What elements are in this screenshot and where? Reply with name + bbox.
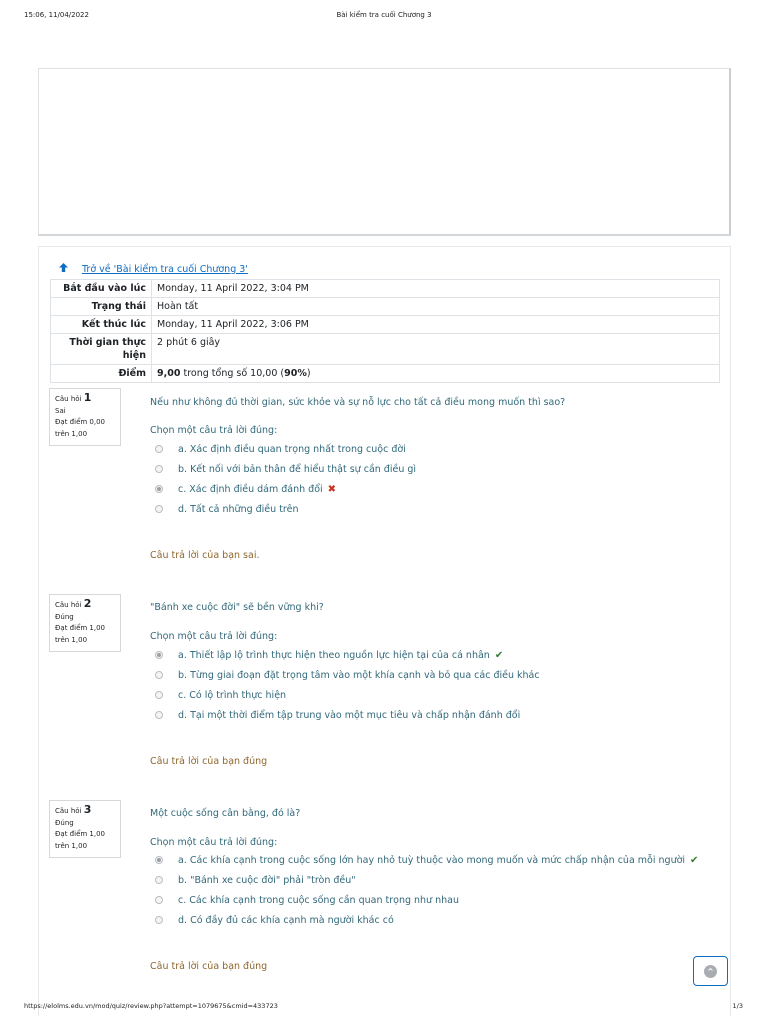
question-text: Một cuộc sống cân bằng, đó là?	[150, 808, 301, 819]
grade-middle: trong tổng số 10,00 (	[180, 368, 285, 379]
radio-button-checked[interactable]	[155, 485, 163, 493]
top-blank-card	[38, 68, 731, 236]
summary-value: Monday, 11 April 2022, 3:04 PM	[152, 280, 720, 298]
answer-label: d. Tại một thời điểm tập trung vào một mục tiêu và chấp nhận đánh đổi	[178, 709, 521, 721]
radio-button[interactable]	[155, 916, 163, 924]
answer-feedback: Câu trả lời của bạn đúng	[150, 961, 268, 972]
answer-option[interactable]	[155, 668, 540, 682]
answer-prompt: Chọn một câu trả lời đúng:	[150, 631, 278, 642]
radio-button[interactable]	[155, 671, 163, 679]
answer-option[interactable]	[155, 873, 356, 887]
check-icon: ✔	[690, 854, 699, 866]
question-number: 1	[83, 391, 92, 404]
radio-button[interactable]	[155, 896, 163, 904]
question-info-box	[49, 594, 121, 652]
answer-label: a. Xác định điều quan trọng nhất trong cuộc đời	[178, 443, 406, 455]
attempt-summary-table	[50, 279, 720, 383]
answer-option[interactable]	[155, 462, 416, 476]
back-to-quiz-link[interactable]	[58, 262, 248, 276]
check-icon: ✔	[494, 649, 504, 661]
summary-label: Thời gian thực hiện	[51, 334, 152, 365]
print-footer	[0, 1002, 768, 1014]
radio-button[interactable]	[155, 691, 163, 699]
question-state: Đúng	[55, 818, 74, 827]
question-info-box	[49, 388, 121, 446]
question-state: Sai	[55, 406, 66, 415]
summary-label: Trạng thái	[51, 298, 152, 316]
summary-row	[51, 280, 720, 298]
question-number: 2	[83, 597, 92, 610]
question-mark: Đạt điểm 1,00	[55, 624, 106, 632]
grade-percent: 90%	[284, 368, 307, 379]
question-mark-total: trên 1,00	[55, 635, 88, 644]
question-label: Câu hỏi	[55, 807, 82, 815]
radio-button[interactable]	[155, 505, 163, 513]
grade-end: )	[306, 368, 311, 379]
radio-button-checked[interactable]	[155, 856, 163, 864]
summary-row	[51, 334, 720, 365]
answer-label: a. Các khía cạnh trong cuộc sống lớn hay nhỏ tuỳ thuộc vào mong muốn và mức chấp nhận của mỗi người	[178, 854, 686, 866]
summary-label: Kết thúc lúc	[51, 316, 152, 334]
answer-prompt: Chọn một câu trả lời đúng:	[150, 837, 278, 848]
question-label: Câu hỏi	[55, 601, 82, 609]
summary-row	[51, 316, 720, 334]
arrow-up-icon	[58, 262, 72, 276]
radio-button[interactable]	[155, 711, 163, 719]
answer-label: c. Các khía cạnh trong cuộc sống cần quan trọng như nhau	[178, 894, 459, 906]
question-text: "Bánh xe cuộc đời" sẽ bền vững khi?	[150, 602, 324, 613]
print-header	[0, 11, 768, 23]
radio-button[interactable]	[155, 876, 163, 884]
scroll-to-top-button[interactable]	[693, 956, 728, 986]
answer-option-selected[interactable]	[155, 648, 503, 662]
question-label: Câu hỏi	[55, 395, 82, 403]
grade-label: Điểm	[51, 365, 152, 383]
summary-value: Hoàn tất	[152, 298, 720, 316]
radio-button[interactable]	[155, 445, 163, 453]
summary-row	[51, 298, 720, 316]
question-text: Nếu như không đủ thời gian, sức khỏe và sự nỗ lực cho tất cả điều mong muốn thì sao?	[150, 397, 566, 408]
answer-feedback: Câu trả lời của bạn đúng	[150, 756, 268, 767]
question-mark: Đạt điểm 0,00	[55, 418, 106, 426]
answer-label: c. Có lộ trình thực hiện	[178, 689, 287, 701]
answer-option[interactable]	[155, 502, 298, 516]
answer-option-selected[interactable]	[155, 482, 336, 496]
print-page-number: 1/3	[732, 1002, 743, 1010]
summary-value: 2 phút 6 giây	[152, 334, 720, 365]
question-mark-total: trên 1,00	[55, 429, 88, 438]
answer-label: b. "Bánh xe cuộc đời" phải "tròn đều"	[178, 874, 356, 886]
cross-icon: ✖	[327, 483, 337, 495]
print-title: Bài kiểm tra cuối Chương 3	[336, 11, 432, 19]
answer-prompt: Chọn một câu trả lời đúng:	[150, 425, 278, 436]
back-link-label: Trở về 'Bài kiểm tra cuối Chương 3'	[82, 263, 248, 275]
print-url: https://elolms.edu.vn/mod/quiz/review.php?attempt=1079675&cmid=433723	[24, 1002, 278, 1010]
answer-label: d. Có đầy đủ các khía cạnh mà người khác có	[178, 914, 394, 926]
question-mark-total: trên 1,00	[55, 841, 88, 850]
answer-label: d. Tất cả những điều trên	[178, 503, 299, 515]
answer-option-selected[interactable]	[155, 853, 698, 867]
answer-label: b. Từng giai đoạn đặt trọng tâm vào một khía cạnh và bỏ qua các điều khác	[178, 669, 540, 681]
summary-label: Bắt đầu vào lúc	[51, 280, 152, 298]
grade-score: 9,00	[157, 368, 181, 379]
answer-option[interactable]	[155, 913, 394, 927]
radio-button-checked[interactable]	[155, 651, 163, 659]
answer-label: c. Xác định điều dám đánh đổi	[178, 483, 323, 495]
radio-button[interactable]	[155, 465, 163, 473]
question-info-box	[49, 800, 121, 858]
chevron-up-icon: ^	[704, 965, 717, 978]
answer-option[interactable]	[155, 442, 406, 456]
answer-feedback: Câu trả lời của bạn sai.	[150, 550, 260, 561]
question-state: Đúng	[55, 612, 74, 621]
summary-row-grade	[51, 365, 720, 383]
answer-option[interactable]	[155, 688, 286, 702]
answer-option[interactable]	[155, 708, 520, 722]
answer-label: b. Kết nối với bản thân để hiểu thật sự cần điều gì	[178, 463, 417, 475]
print-timestamp: 15:06, 11/04/2022	[24, 11, 89, 19]
answer-option[interactable]	[155, 893, 459, 907]
answer-label: a. Thiết lập lộ trình thực hiện theo nguồn lực hiện tại của cá nhân	[178, 649, 490, 661]
summary-value: Monday, 11 April 2022, 3:06 PM	[152, 316, 720, 334]
question-mark: Đạt điểm 1,00	[55, 830, 106, 838]
question-number: 3	[83, 803, 92, 816]
grade-value	[152, 365, 720, 383]
